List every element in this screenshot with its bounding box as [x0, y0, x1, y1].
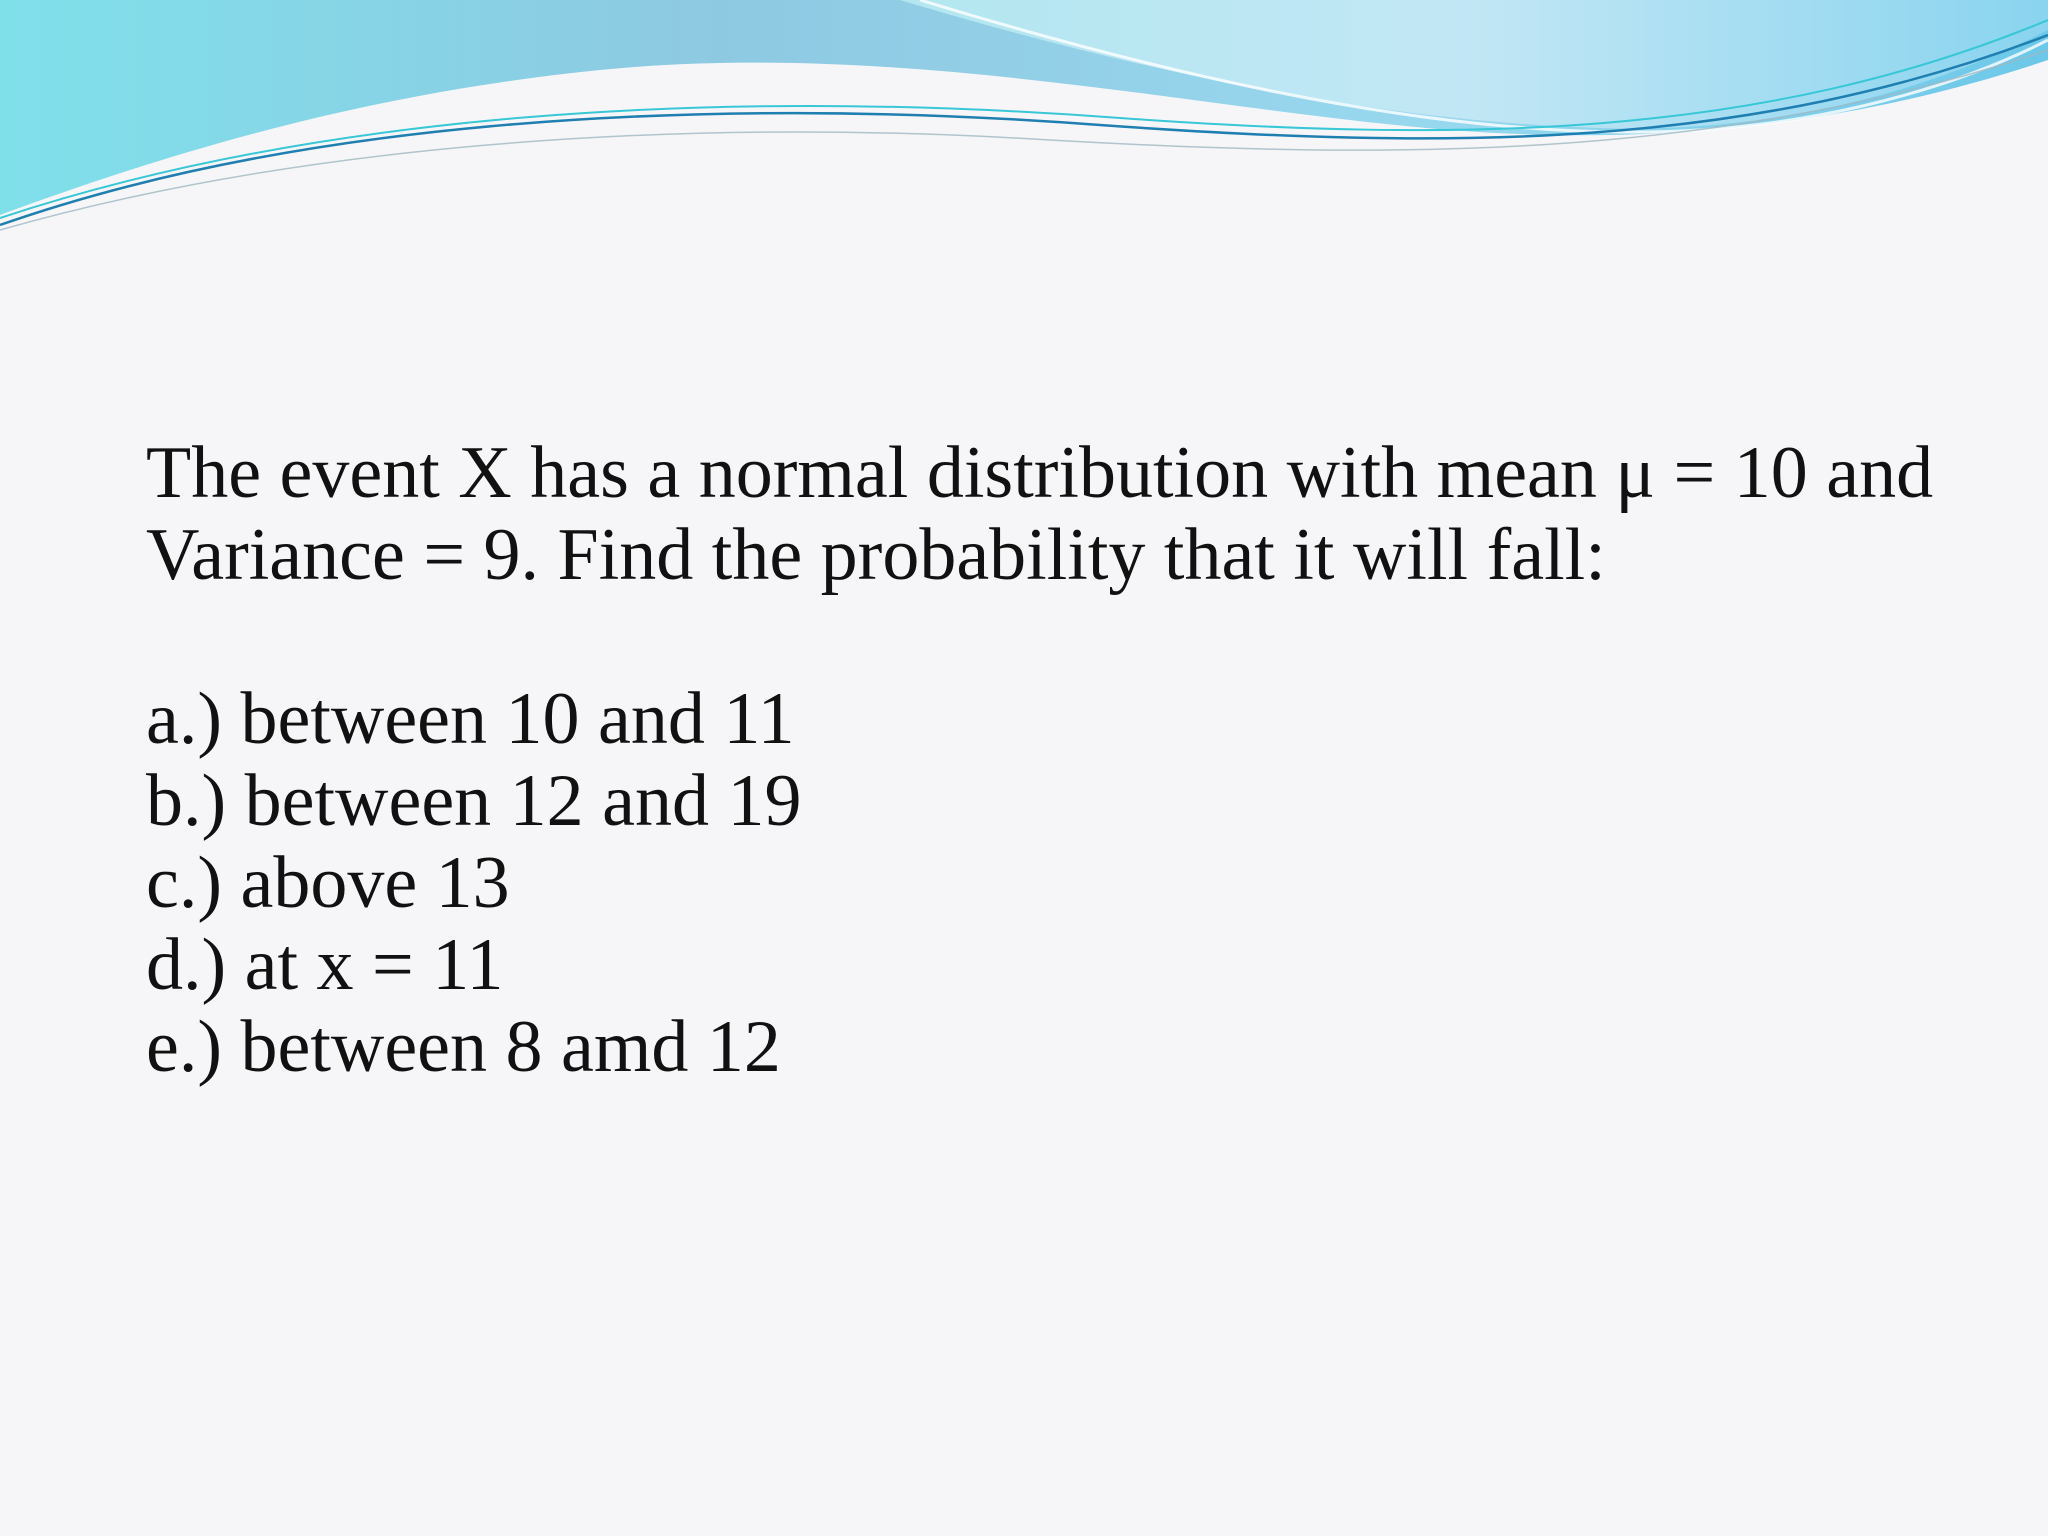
question-item-e: e.) between 8 amd 12	[146, 1006, 781, 1088]
intro-line-1: The event X has a normal distribution with mean μ = 10 and	[146, 432, 1934, 514]
slide-body	[146, 432, 1976, 1088]
question-item-b: b.) between 12 and 19	[146, 760, 802, 842]
question-item-a: a.) between 10 and 11	[146, 678, 795, 760]
question-item-c: c.) above 13	[146, 842, 510, 924]
decorative-wave-header	[0, 0, 2048, 240]
intro-line-2: Variance = 9. Find the probability that it will fall:	[146, 514, 1606, 596]
blank-line	[146, 596, 1976, 678]
question-item-d: d.) at x = 11	[146, 924, 504, 1006]
